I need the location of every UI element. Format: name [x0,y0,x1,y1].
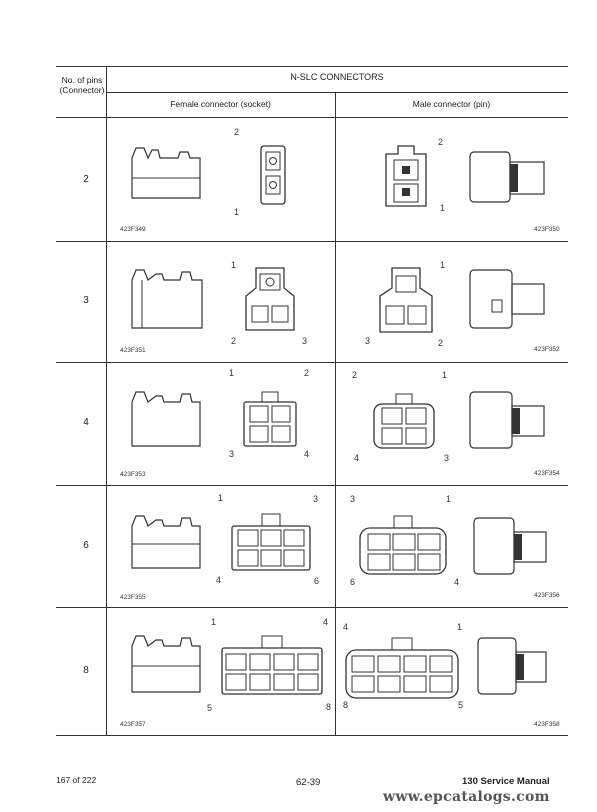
female-figure-code: 423F353 [120,471,146,478]
male-column-header: Male connector (pin) [412,99,491,109]
label: 2 [304,368,310,378]
manual-title: 130 Service Manual [462,776,550,787]
row-rule [56,241,568,242]
female-figure-code: 423F351 [120,347,146,354]
male-face-drawing [378,140,438,215]
male-figure-code: 423F354 [534,470,560,477]
male-side-view-drawing [474,634,554,698]
pins-column-rule [106,66,107,735]
label: 1 [211,617,217,627]
male-face-drawing [354,510,454,578]
male-figure-code: 423F356 [534,592,560,599]
label: 4 [304,449,310,459]
pins-column-header: No. of pins (Connector) [59,75,105,95]
row-rule [56,485,568,486]
female-side-view-drawing [128,630,208,696]
label: 2 [438,137,444,147]
male-figure-code: 423F352 [534,346,560,353]
female-side-view-drawing [128,140,208,200]
pin-count: 4 [83,417,89,428]
label: 5 [207,703,213,713]
label: 3 [350,494,356,504]
male-figure-code: 423F350 [534,226,560,233]
table-bottom-rule [56,735,568,736]
row-rule [56,362,568,363]
label: 6 [350,577,356,587]
table-title: N-SLC CONNECTORS [290,72,384,82]
female-side-view-drawing [128,386,208,450]
table-top-rule [56,66,568,67]
label: 4 [354,453,360,463]
male-side-view-drawing [470,514,555,578]
label: 1 [446,494,452,504]
male-side-view-drawing [466,146,551,206]
label: 4 [454,577,460,587]
label: 8 [343,700,349,710]
label: 1 [440,260,446,270]
label: 1 [231,260,237,270]
label: 1 [234,207,240,217]
male-face-drawing [374,264,438,339]
page-number: 62-39 [296,777,321,788]
female-face-drawing [216,630,328,698]
header-mid-rule [106,92,568,93]
pin-count: 8 [83,665,89,676]
pin-count: 2 [83,174,89,185]
label: 3 [444,453,450,463]
pin-count: 3 [83,295,89,306]
label: 1 [218,493,224,503]
label: 1 [442,370,448,380]
label: 3 [229,449,235,459]
label: 3 [302,336,308,346]
pin-count: 6 [83,540,89,551]
label: 3 [365,336,371,346]
female-figure-code: 423F349 [120,226,146,233]
label: 8 [326,702,332,712]
female-face-drawing [238,382,302,452]
female-face-drawing [240,262,300,342]
female-figure-code: 423F357 [120,721,146,728]
female-figure-code: 423F355 [120,594,146,601]
label: 1 [440,203,446,213]
female-face-drawing [226,508,316,574]
label: 4 [216,575,222,585]
male-column-rule [335,92,336,735]
male-side-view-drawing [466,388,551,452]
female-face-drawing [255,138,295,208]
label: 1 [229,368,235,378]
label: 2 [231,336,237,346]
male-face-drawing [368,384,440,454]
female-side-view-drawing [128,510,208,574]
row-rule [56,607,568,608]
watermark: www.epcatalogs.com [383,789,550,805]
label: 2 [352,370,358,380]
female-column-header: Female connector (socket) [170,99,271,109]
label: 1 [457,622,463,632]
male-figure-code: 423F358 [534,721,560,728]
page-count: 167 of 222 [56,775,97,785]
label: 4 [343,622,349,632]
male-face-drawing [340,632,464,702]
label: 5 [458,700,464,710]
header-bottom-rule [56,117,568,118]
label: 2 [234,127,240,137]
male-side-view-drawing [466,266,551,332]
label: 3 [313,494,319,504]
label: 4 [323,617,329,627]
label: 6 [314,576,320,586]
female-side-view-drawing [128,264,208,332]
label: 2 [438,338,444,348]
